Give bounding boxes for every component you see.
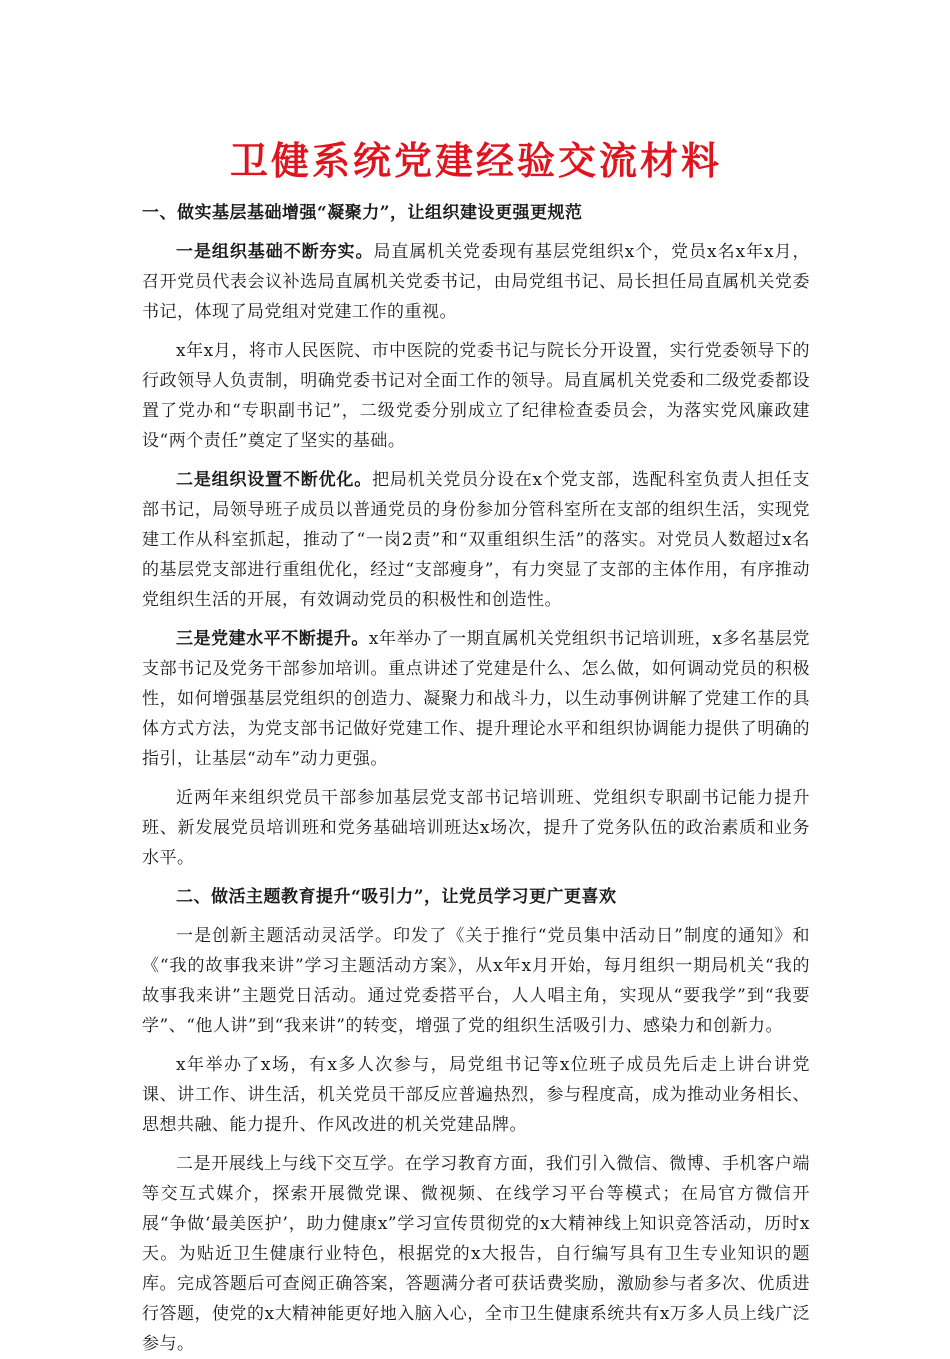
document-title: 卫健系统党建经验交流材料 (229, 138, 722, 183)
section-1-paragraph-1 (142, 237, 810, 327)
paragraph-text: x年举办了一期直属机关党组织书记培训班，x多名基层党支部书记及党务干部参加培训。重点讲述了党建是什么、怎么做，如何调动党员的积极性，如何增强基层党组织的创造力、凝聚力和战斗力，以生动事例讲解了党建工作的具体方式方法，为党支部书记做好党建工作、提升理论水平和组织协调能力提供了明确的指引，让基层“动车”动力更强。 (142, 629, 810, 769)
paragraph-text: x年举办了x场，有x多人次参与，局党组书记等x位班子成员先后走上讲台讲党课、讲工作、讲生活，机关党员干部反应普遍热烈，参与程度高，成为推动业务相长、思想共融、能力提升、作风改进的机关党建品牌。 (142, 1055, 810, 1135)
section-1-heading: 一、做实基层基础增强“凝聚力”，让组织建设更强更规范 (142, 203, 583, 223)
paragraph-text: x年x月，将市人民医院、市中医院的党委书记与院长分开设置，实行党委领导下的行政领导人负责制，明确党委书记对全面工作的领导。局直属机关党委和二级党委都设置了党办和“专职副书记”，二级党委分别成立了纪律检查委员会，为落实党风廉政建设“两个责任”奠定了坚实的基础。 (142, 341, 810, 451)
paragraph-lead: 一是组织基础不断夯实。 (176, 242, 374, 262)
section-2-paragraph-1 (142, 921, 810, 1041)
section-2-heading: 二、做活主题教育提升“吸引力”，让党员学习更广更喜欢 (176, 887, 617, 907)
paragraph-text: 近两年来组织党员干部参加基层党支部书记培训班、党组织专职副书记能力提升班、新发展党员培训班和党务基础培训班达x场次，提升了党务队伍的政治素质和业务水平。 (142, 788, 810, 868)
paragraph-text: 二是开展线上与线下交互学。在学习教育方面，我们引入微信、微博、手机客户端等交互式媒介，探索开展微党课、微视频、在线学习平台等模式；在局官方微信开展“争做‘最美医护’，助力健康x”学习宣传贯彻党的x大精神线上知识竞答活动，历时x天。为贴近卫生健康行业特色，根据党的x大报告，自行编写具有卫生专业知识的题库。完成答题后可查阅正确答案，答题满分者可获话费奖励，激励参与者多次、优质进行答题，使党的x大精神能更好地入脑入心，全市卫生健康系统共有x万多人员上线广泛参与。 (142, 1154, 810, 1354)
paragraph-lead: 三是党建水平不断提升。 (176, 629, 369, 649)
section-2-paragraph-3 (142, 1149, 810, 1359)
paragraph-text: 把局机关党员分设在x个党支部，选配科室负责人担任支部书记，局领导班子成员以普通党员的身份参加分管科室所在支部的组织生活，实现党建工作从科室抓起，推动了“一岗2责”和“双重组织生活”的落实。对党员人数超过x名的基层党支部进行重组优化，经过“支部瘦身”，有力突显了支部的主体作用，有序推动党组织生活的开展，有效调动党员的积极性和创造性。 (142, 470, 811, 610)
paragraph-text: 局直属机关党委现有基层党组织x个，党员x名x年x月，召开党员代表会议补选局直属机关党委书记，由局党组书记、局长担任局直属机关党委书记，体现了局党组对党建工作的重视。 (142, 242, 810, 322)
section-1-paragraph-5 (142, 783, 810, 873)
paragraph-lead: 二是组织设置不断优化。 (176, 470, 373, 490)
section-1-paragraph-3 (142, 465, 810, 615)
section-2-paragraph-2 (142, 1050, 810, 1140)
section-1-paragraph-2 (142, 336, 810, 456)
paragraph-text: 一是创新主题活动灵活学。印发了《关于推行“党员集中活动日”制度的通知》和《“我的故事我来讲”学习主题活动方案》，从x年x月开始，每月组织一期局机关“我的故事我来讲”主题党日活动。通过党委搭平台，人人唱主角，实现从“要我学”到“我要学”、“他人讲”到“我来讲”的转变，增强了党的组织生活吸引力、感染力和创新力。 (142, 926, 810, 1036)
section-1-paragraph-4 (142, 624, 810, 774)
